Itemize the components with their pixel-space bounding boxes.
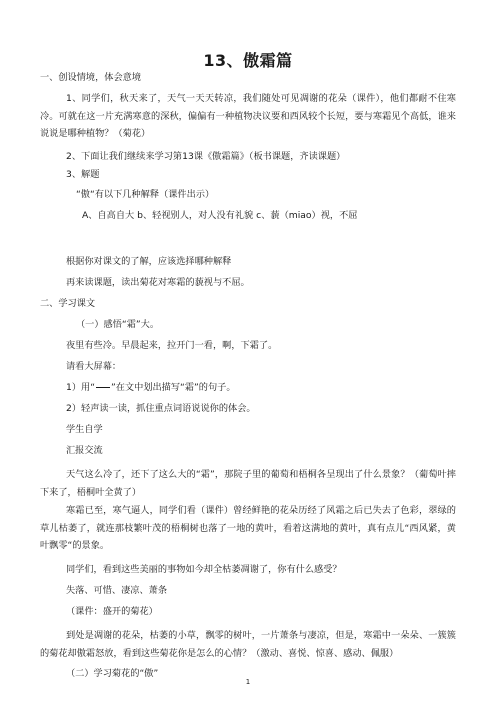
underline-mark	[96, 387, 110, 388]
paragraph: 1、同学们，秋天来了，天气一天天转凉，我们随处可见凋谢的花朵（课件），他们都耐不住寒冷。可就在这一片充满寒意的深秋，偏偏有一种植物决议要和西风较个长短，要与寒霜见个高低，谁来说说是哪种植物？（菊花）	[40, 93, 456, 139]
paragraph: 2、下面让我们继续来学习第13课《傲霜篇》（板书课题，齐读课题）	[66, 151, 346, 162]
paragraph: 寒霜已至，寒气逼人，同学们看（课件）曾经鲜艳的花朵历经了风霜之后已失去了色彩，翠绿的草儿枯萎了，就连那枝繁叶茂的梧桐树也落了一地的黄叶，看着这满地的黄叶，真有点儿“西风紧，黄叶飘零“的景象。	[40, 505, 456, 551]
text-line: 2）轻声读一读，抓住重点词语说说你的体会。	[66, 403, 256, 414]
text-line: 汇报交流	[66, 445, 103, 456]
text-line: 夜里有些冷。早晨起来，拉开门一看，啊，下霜了。	[66, 340, 278, 351]
text-line: 根据你对课文的了解，应该选择哪种解释	[66, 256, 232, 267]
paragraph: 天气这么冷了，还下了这么大的“霜”，那院子里的葡萄和梧桐各呈现出了什么景象？（葡萄叶摔下来了，梧桐叶全黄了）	[40, 469, 456, 498]
text-line: 一、创设情境，体会意境	[40, 72, 142, 83]
instruction-text-before: 1）用“	[66, 382, 95, 393]
text-line: 再来读课题，读出菊花对寒霜的藐视与不屈。	[66, 277, 250, 288]
text-line: 二、学习课文	[40, 298, 96, 309]
page-number: 1	[245, 678, 251, 686]
text-line: 学生自学	[66, 424, 103, 435]
text-line: 同学们，看到这些美丽的事物如今却全枯萎凋谢了，你有什么感受？	[66, 564, 342, 575]
text-line: （二）学习菊花的“傲”	[66, 668, 159, 679]
instruction-line-underline	[66, 382, 236, 394]
paragraph: 到处是凋谢的花朵，枯萎的小草，飘零的树叶，一片萧条与凄凉，但是，寒霜中一朵朵、一簇簇的菊花却傲霜怒放，看到这些菊花你是怎么的心情？（激动、喜悦、惊喜、感动、佩服）	[40, 630, 456, 659]
document-title: 13、傲霜篇	[203, 51, 293, 70]
text-line: （一）感悟“霜”大。	[76, 319, 160, 330]
paragraph: “傲“有以下几种解释（课件出示）	[76, 189, 215, 200]
text-line: 失落、可惜、凄凉、萧条	[66, 585, 168, 596]
paragraph: 3、解题	[66, 169, 100, 180]
paragraph: A、自高自大 b、轻视别人，对人没有礼貌 c、藐（miao）视，不屈	[82, 210, 358, 221]
text-line: 请看大屏幕：	[66, 361, 122, 372]
instruction-text-after: ”在文中划出描写“霜”的句子。	[110, 382, 236, 393]
text-line: （课件：盛开的菊花）	[66, 606, 158, 617]
